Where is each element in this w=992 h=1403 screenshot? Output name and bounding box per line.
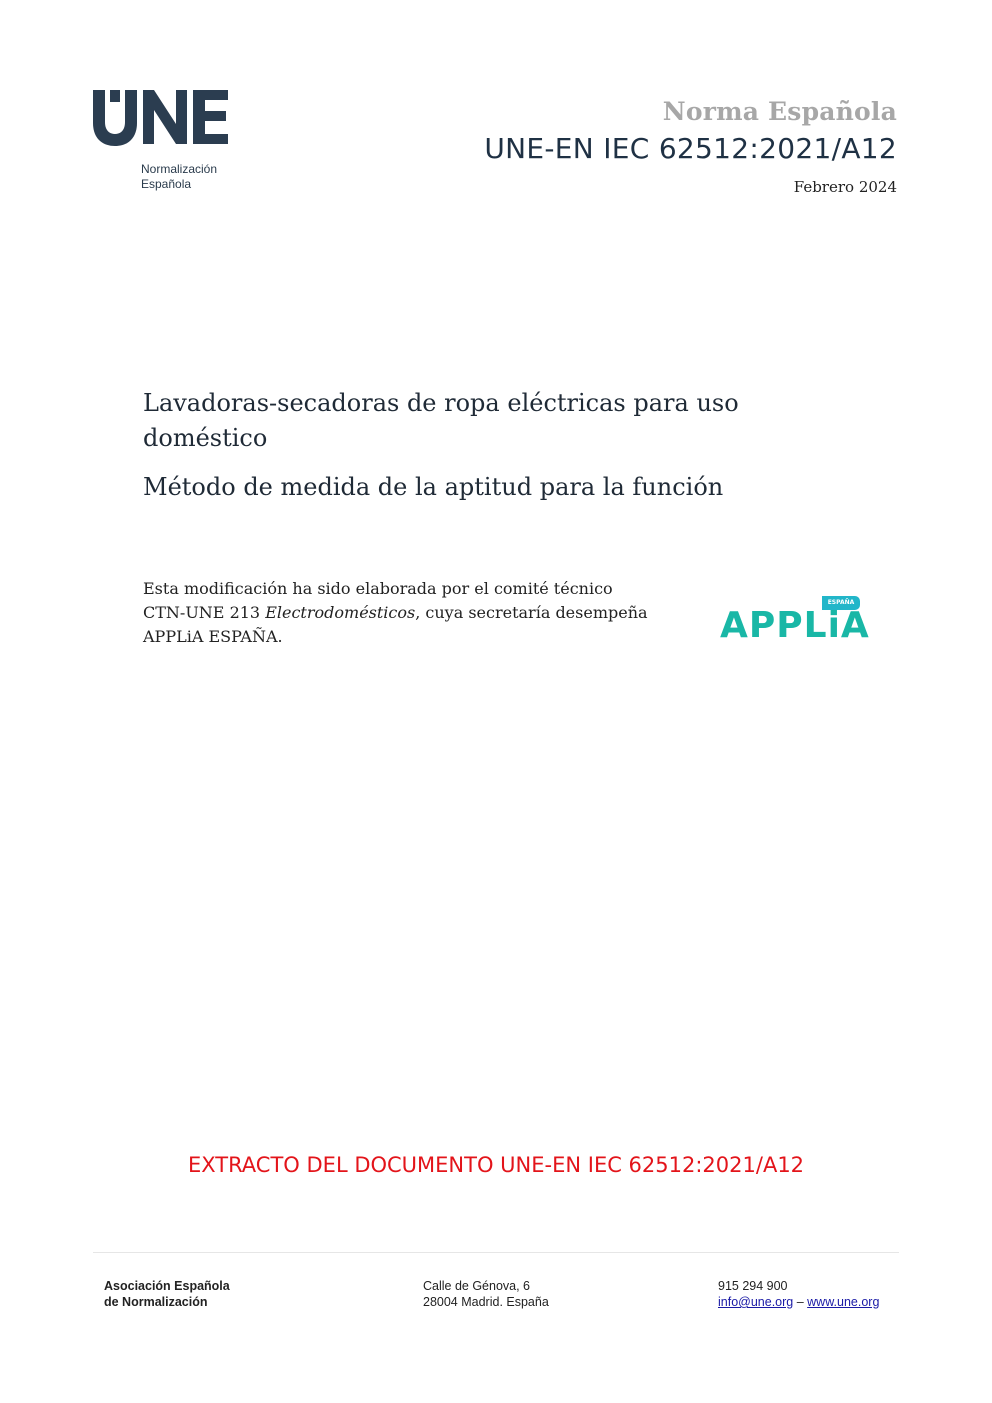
une-logo-mark <box>93 88 229 146</box>
committee-line-2-rest: , cuya secretaría desempeña <box>415 603 648 622</box>
applia-badge: ESPAÑA <box>822 596 860 610</box>
footer-contact <box>718 1278 879 1310</box>
footer-org-line-2: de Normalización <box>104 1295 208 1309</box>
norma-label: Norma Española <box>662 97 897 126</box>
footer-phone: 915 294 900 <box>718 1279 788 1293</box>
standard-code: UNE-EN IEC 62512:2021/A12 <box>484 132 897 165</box>
footer-address-line-2: 28004 Madrid. España <box>423 1295 549 1309</box>
committee-name: Electrodomésticos <box>265 603 416 622</box>
footer-divider <box>93 1252 899 1253</box>
document-title <box>143 386 843 505</box>
title-line-1: Lavadoras-secadoras de ropa eléctricas para uso <box>143 389 739 417</box>
une-tagline-line1: Normalización <box>141 162 218 176</box>
applia-wordmark: APPLiA <box>720 605 870 646</box>
footer-org-line-1: Asociación Española <box>104 1279 230 1293</box>
footer-address-line-1: Calle de Génova, 6 <box>423 1279 531 1293</box>
une-tagline <box>141 162 217 192</box>
une-tagline-line2: Española <box>141 177 192 191</box>
email-link[interactable]: info@une.org <box>718 1295 794 1309</box>
footer-link-separator: – <box>793 1295 808 1309</box>
publication-date: Febrero 2024 <box>793 178 897 196</box>
committee-line-1: Esta modificación ha sido elaborada por el comité técnico <box>143 579 613 598</box>
footer-organization <box>104 1278 230 1310</box>
committee-code: CTN-UNE 213 <box>143 603 266 622</box>
document-subtitle: Método de medida de la aptitud para la función <box>143 473 724 501</box>
committee-line-2 <box>143 601 703 625</box>
footer-address <box>423 1278 549 1310</box>
applia-logo <box>719 594 870 650</box>
extract-notice: EXTRACTO DEL DOCUMENTO UNE-EN IEC 62512:2021/A12 <box>187 1153 805 1177</box>
committee-line-3: APPLiA ESPAÑA. <box>143 627 283 646</box>
une-logo <box>93 88 243 198</box>
website-link[interactable]: www.une.org <box>807 1295 880 1309</box>
title-line-2: doméstico <box>143 424 268 452</box>
document-header <box>484 96 897 198</box>
footer-links <box>718 1294 879 1310</box>
committee-statement <box>143 577 703 649</box>
